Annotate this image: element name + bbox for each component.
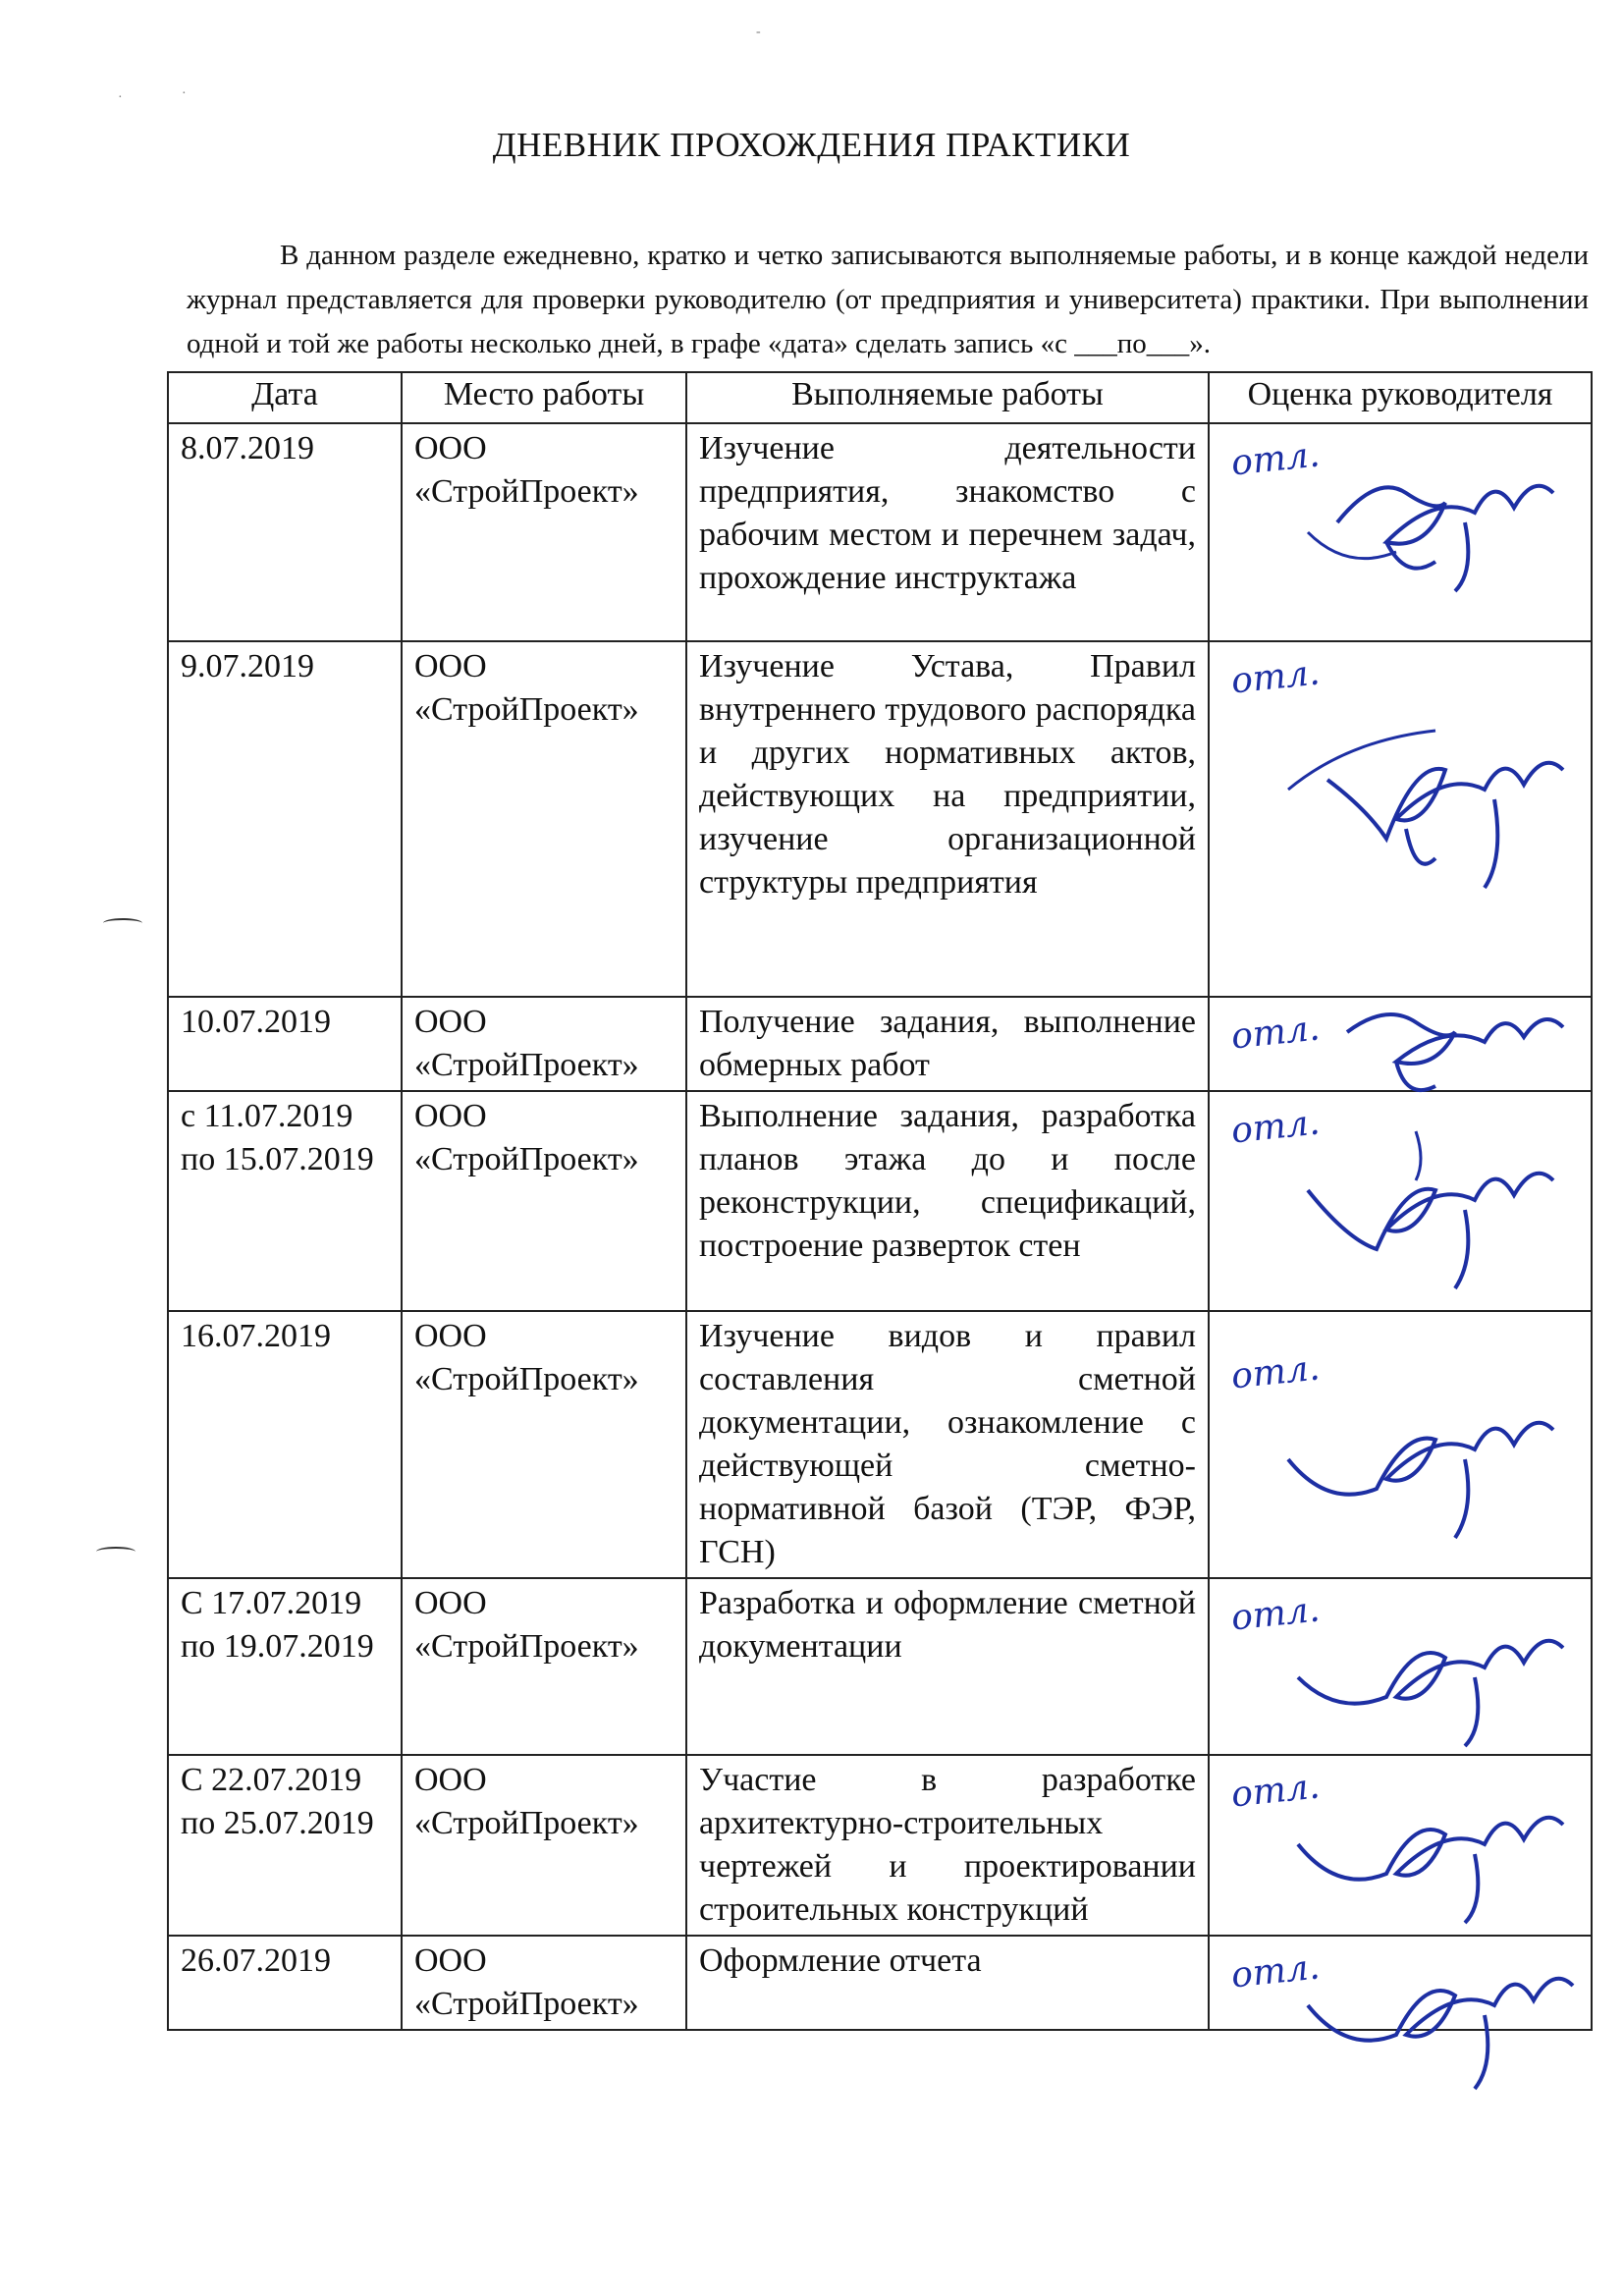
table-header-row (168, 372, 1592, 423)
table-row (168, 1578, 1592, 1755)
grade-mark: отл. (1229, 1589, 1323, 1639)
diary-table (167, 371, 1593, 2031)
signature (1210, 1756, 1591, 1935)
signature-scrawl (1269, 434, 1593, 601)
header-place: Место работы (402, 372, 686, 423)
table-row (168, 1936, 1592, 2030)
cell-work: Разработка и оформление сметной документации (686, 1578, 1209, 1755)
table-row (168, 423, 1592, 641)
cell-date: 9.07.2019 (168, 641, 402, 997)
table-row (168, 1311, 1592, 1578)
signature (1210, 642, 1591, 996)
margin-mark (96, 1547, 135, 1557)
signature-scrawl (1269, 1946, 1593, 2094)
cell-place: ООО «СтройПроект» (402, 1311, 686, 1578)
cell-date: С 17.07.2019 по 19.07.2019 (168, 1578, 402, 1755)
signature-scrawl (1269, 1121, 1593, 1298)
margin-mark (103, 918, 142, 928)
cell-grade (1209, 1936, 1592, 2030)
scan-speck: · (182, 86, 187, 101)
intro-paragraph: В данном разделе ежедневно, кратко и четко записываются выполняемые работы, и в конце каждой недели журнал представляется для проверки руководителю (от предприятия и университета) практики. При выполнении одной и той же работы несколько дней, в графе «дата» сделать запись «с ___по___». (187, 240, 1589, 359)
cell-work: Оформление отчета (686, 1936, 1209, 2030)
grade-mark: отл. (1229, 1766, 1323, 1816)
cell-grade (1209, 423, 1592, 641)
cell-grade (1209, 1311, 1592, 1578)
cell-work: Изучение видов и правил составления сметной документации, ознакомление с действующей сметно-нормативной базой (ТЭР, ФЭР, ГСН) (686, 1311, 1209, 1578)
scan-speck: - (756, 25, 761, 39)
cell-date: 8.07.2019 (168, 423, 402, 641)
page-title: ДНЕВНИК ПРОХОЖДЕНИЯ ПРАКТИКИ (492, 126, 1131, 164)
cell-place: ООО «СтройПроект» (402, 1755, 686, 1936)
signature (1210, 424, 1591, 640)
cell-grade (1209, 1091, 1592, 1311)
signature (1210, 1937, 1591, 2029)
cell-date: 26.07.2019 (168, 1936, 402, 2030)
cell-work: Выполнение задания, разработка планов этажа до и после реконструкции, спецификаций, построение разверток стен (686, 1091, 1209, 1311)
cell-date: 16.07.2019 (168, 1311, 402, 1578)
scan-speck: · (118, 90, 123, 105)
cell-work: Изучение деятельности предприятия, знакомство с рабочим местом и перечнем задач, прохождение инструктажа (686, 423, 1209, 641)
grade-mark: отл. (1229, 1347, 1323, 1397)
cell-date: 10.07.2019 (168, 997, 402, 1091)
cell-date: с 11.07.2019 по 15.07.2019 (168, 1091, 402, 1311)
header-work: Выполняемые работы (686, 372, 1209, 423)
cell-work: Получение задания, выполнение обмерных работ (686, 997, 1209, 1091)
cell-grade (1209, 1755, 1592, 1936)
signature-scrawl (1269, 1599, 1593, 1756)
cell-place: ООО «СтройПроект» (402, 1091, 686, 1311)
cell-grade (1209, 641, 1592, 997)
grade-mark: отл. (1229, 1102, 1323, 1152)
cell-grade (1209, 997, 1592, 1091)
table-row (168, 997, 1592, 1091)
signature-scrawl (1269, 701, 1593, 898)
signature (1210, 998, 1591, 1090)
grade-mark: отл. (1229, 652, 1323, 702)
cell-place: ООО «СтройПроект» (402, 1578, 686, 1755)
signature-scrawl (1269, 1776, 1593, 1933)
signature-scrawl (1269, 1371, 1593, 1558)
header-grade: Оценка руководителя (1209, 372, 1592, 423)
grade-mark: отл. (1229, 1946, 1323, 1996)
cell-date: С 22.07.2019 по 25.07.2019 (168, 1755, 402, 1936)
grade-mark: отл. (1229, 1008, 1323, 1058)
cell-place: ООО «СтройПроект» (402, 641, 686, 997)
table-row (168, 641, 1592, 997)
cell-place: ООО «СтройПроект» (402, 1936, 686, 2030)
signature (1210, 1312, 1591, 1577)
table-row (168, 1755, 1592, 1936)
table-row (168, 1091, 1592, 1311)
signature (1210, 1092, 1591, 1310)
cell-work: Участие в разработке архитектурно-строительных чертежей и проектировании строительных конструкций (686, 1755, 1209, 1936)
cell-place: ООО «СтройПроект» (402, 997, 686, 1091)
cell-place: ООО «СтройПроект» (402, 423, 686, 641)
grade-mark: отл. (1229, 434, 1323, 484)
header-date: Дата (168, 372, 402, 423)
cell-work: Изучение Устава, Правил внутреннего трудового распорядка и других нормативных актов, действующих на предприятии, изучение организационной структуры предприятия (686, 641, 1209, 997)
cell-grade (1209, 1578, 1592, 1755)
signature (1210, 1579, 1591, 1754)
